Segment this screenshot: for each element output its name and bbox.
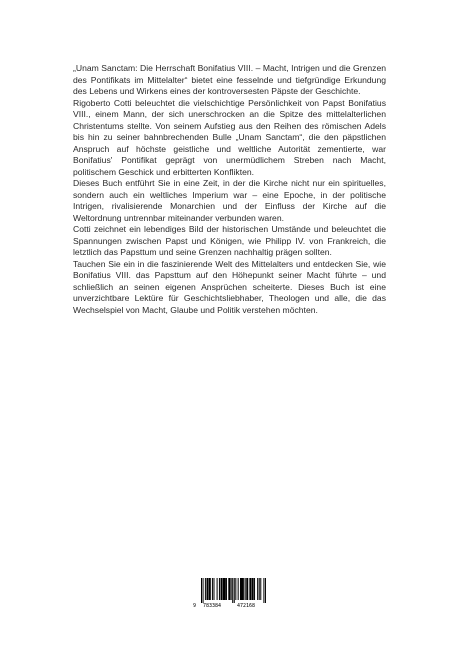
barcode-bar <box>201 578 202 603</box>
blurb-paragraph-5: Tauchen Sie ein in die faszinierende Welt des Mittelalters und entdecken Sie, wie Bonifatius VIII. das Papsttum auf den Höhepunkt seiner Macht führte – und schließlich an seinen eigenen Ansprüchen scheiterte. Dieses Buch ist eine unverzichtbare Lektüre für Geschichtsliebhaber, Theologen und alle, die das Wechselspiel von Macht, Glaube und Politik verstehen möchten. <box>73 258 386 315</box>
barcode-bar <box>259 578 260 600</box>
barcode-bar <box>263 578 264 603</box>
barcode-bar <box>209 578 211 600</box>
blurb-paragraph-1: „Unam Sanctam: Die Herrschaft Bonifatius VIII. – Macht, Intrigen und die Grenzen des Pontifikats im Mittelalter“ bietet eine fesselnde und tiefgründige Erkundung des Lebens und Wirkens eines der kontroversesten Päpste der Geschichte. <box>73 63 386 96</box>
barcode-digits-right: 472168 <box>237 603 256 609</box>
back-cover-text <box>73 63 386 316</box>
barcode-bar <box>221 578 223 600</box>
barcode-bar <box>232 578 233 603</box>
barcode-bar <box>219 578 220 600</box>
barcode-bar <box>240 578 243 600</box>
blurb-paragraph-2: Rigoberto Cotti beleuchtet die vielschichtige Persönlichkeit von Papst Bonifatius VIII., einem Mann, der sich unerschrocken an die Spitze des mittelalterlichen Christentums stellte. Von seinem Aufstieg aus den Reihen des römischen Adels bis hin zu seiner bahnbrechenden Bulle „Unam Sanctam“, die den päpstlichen Anspruch auf höchste geistliche und weltliche Autorität zementierte, war Bonifatius' Pontifikat geprägt von unermüdlichem Streben nach Macht, politischem Geschick und erbitterten Konflikten. <box>73 97 386 177</box>
barcode-bar <box>205 578 206 600</box>
barcode-bars <box>193 578 269 603</box>
barcode-bar <box>203 578 204 603</box>
barcode-bar <box>246 578 248 600</box>
isbn-barcode <box>193 578 269 611</box>
barcode-digit-first: 9 <box>193 603 197 609</box>
barcode-bar <box>235 578 236 600</box>
barcode-bar <box>265 578 266 603</box>
barcode-bar <box>238 578 239 600</box>
barcode-bar <box>245 578 246 600</box>
blurb-paragraph-4: Cotti zeichnet ein lebendiges Bild der historischen Umstände und beleuchtet die Spannungen zwischen Papst und Königen, wie Philipp IV. von Frankreich, die letztlich das Papsttum und seine Grenzen nachhaltig prägen sollten. <box>73 224 386 257</box>
barcode-bar <box>231 578 232 600</box>
barcode-digits-left: 783384 <box>203 603 222 609</box>
barcode-bar <box>217 578 218 600</box>
barcode-bar <box>234 578 235 603</box>
barcode-bar <box>252 578 254 600</box>
barcode-bar <box>213 578 214 600</box>
barcode-bar <box>206 578 208 600</box>
barcode-bar <box>212 578 213 600</box>
barcode-bar <box>249 578 251 600</box>
barcode-bar <box>223 578 226 600</box>
barcode-bar <box>226 578 227 600</box>
barcode-bar <box>257 578 258 600</box>
barcode-bar <box>243 578 244 600</box>
barcode-bar <box>228 578 230 600</box>
barcode-bar <box>254 578 255 600</box>
barcode-bar <box>260 578 261 600</box>
blurb-paragraph-3: Dieses Buch entführt Sie in eine Zeit, in der die Kirche nicht nur ein spirituelles, sondern auch ein weltliches Imperium war – eine Epoche, in der politische Intrigen, rivalisierende Monarchien und der Einfluss der Kirche auf die Weltordnung untrennbar miteinander verbunden waren. <box>73 178 386 223</box>
